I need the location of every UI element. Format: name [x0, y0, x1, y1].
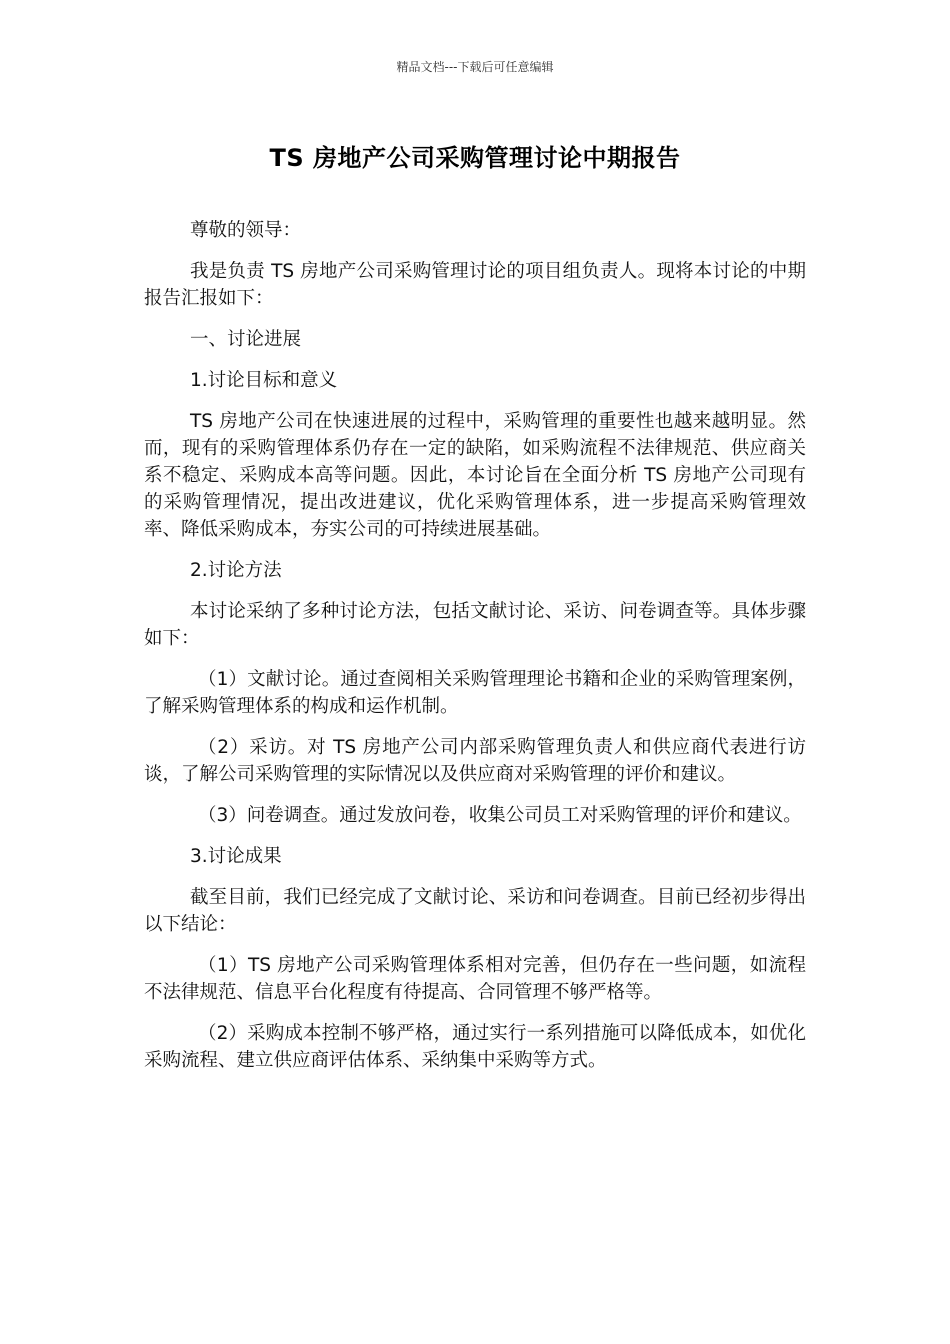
subheading-results: 3.讨论成果: [190, 846, 282, 867]
list-item-result-2: （2）采购成本控制不够严格，通过实行一系列措施可以降低成本，如优化采购流程、建立供应商评估体系、采纳集中采购等方式。: [144, 1023, 806, 1071]
document-title: TS 房地产公司采购管理讨论中期报告: [269, 144, 681, 172]
list-item-method-2: （2）采访。对 TS 房地产公司内部采购管理负责人和供应商代表进行访谈，了解公司采购管理的实际情况以及供应商对采购管理的评价和建议。: [144, 737, 806, 785]
list-item-result-1: （1）TS 房地产公司采购管理体系相对完善，但仍存在一些问题，如流程不法律规范、信息平台化程度有待提高、合同管理不够严格等。: [144, 955, 806, 1003]
header-note: 精品文档---下载后可任意编辑: [396, 60, 554, 74]
paragraph-intro: 我是负责 TS 房地产公司采购管理讨论的项目组负责人。现将本讨论的中期报告汇报如下：: [144, 261, 806, 309]
list-item-method-1: （1）文献讨论。通过查阅相关采购管理理论书籍和企业的采购管理案例，了解采购管理体系的构成和运作机制。: [144, 669, 806, 717]
paragraph-methods: 本讨论采纳了多种讨论方法，包括文献讨论、采访、问卷调查等。具体步骤如下：: [144, 601, 806, 649]
document-body: [144, 217, 806, 1088]
paragraph-salutation: 尊敬的领导：: [190, 220, 302, 241]
section-heading-progress: 一、讨论进展: [190, 329, 302, 350]
subheading-methods: 2.讨论方法: [190, 560, 282, 581]
list-item-method-3: （3）问卷调查。通过发放问卷，收集公司员工对采购管理的评价和建议。: [198, 805, 802, 826]
paragraph-results: 截至目前，我们已经完成了文献讨论、采访和问卷调查。目前已经初步得出以下结论：: [144, 887, 806, 935]
subheading-goals: 1.讨论目标和意义: [190, 370, 338, 391]
paragraph-goals: TS 房地产公司在快速进展的过程中，采购管理的重要性也越来越明显。然而，现有的采购管理体系仍存在一定的缺陷，如采购流程不法律规范、供应商关系不稳定、采购成本高等问题。因此，本讨论旨在全面分析 TS 房地产公司现有的采购管理情况，提出改进建议，优化采购管理体系，进一步提高采购管理效率、降低采购成本，夯实公司的可持续进展基础。: [144, 411, 806, 540]
